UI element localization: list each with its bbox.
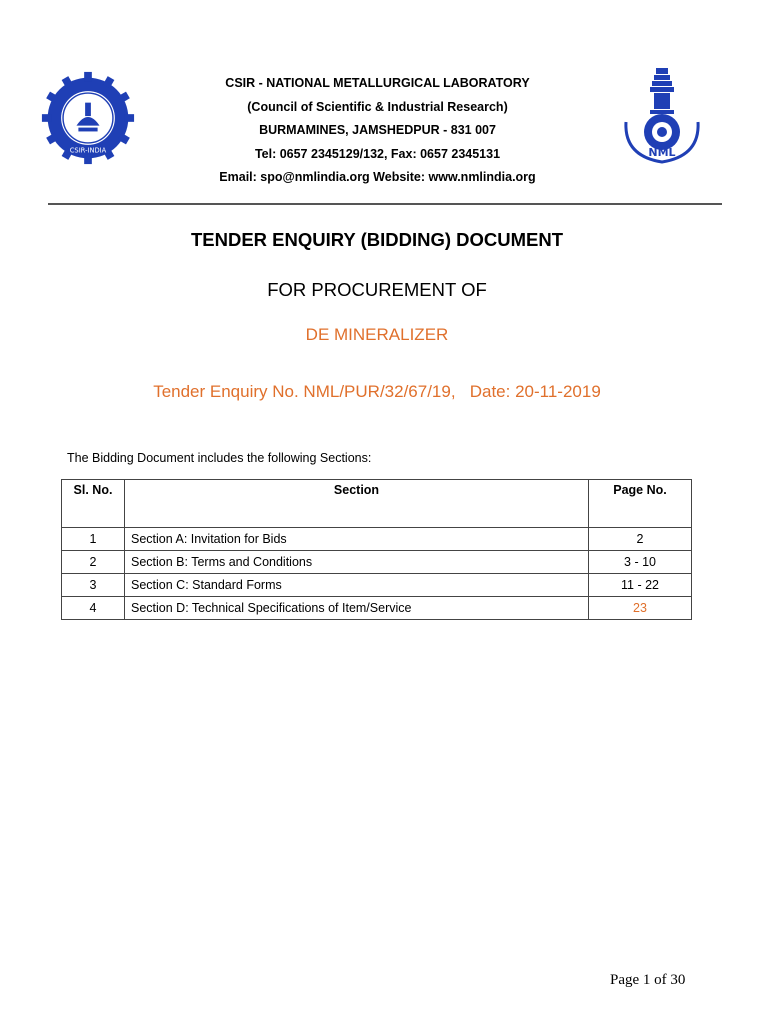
letterhead bbox=[140, 72, 615, 190]
phone-fax: Tel: 0657 2345129/132, Fax: 0657 2345131 bbox=[254, 146, 501, 161]
row-sl-no: 2 bbox=[62, 551, 125, 574]
csir-logo-text: CSIR-INDIA bbox=[69, 146, 107, 155]
row-page-link[interactable]: 23 bbox=[589, 597, 692, 620]
address: BURMAMINES, JAMSHEDPUR - 831 007 bbox=[259, 123, 496, 137]
row-sl-no: 4 bbox=[62, 597, 125, 620]
header-section: Section bbox=[125, 480, 589, 528]
row-sl-no: 3 bbox=[62, 574, 125, 597]
table-row bbox=[62, 528, 692, 551]
parent-org: (Council of Scientific & Industrial Research) bbox=[247, 99, 508, 114]
header-page-no: Page No. bbox=[589, 480, 692, 528]
header-divider bbox=[48, 203, 722, 205]
row-page: 2 bbox=[589, 528, 692, 551]
document-title: TENDER ENQUIRY (BIDDING) DOCUMENT bbox=[190, 229, 564, 250]
row-section: Section A: Invitation for Bids bbox=[125, 528, 589, 551]
row-page: 11 - 22 bbox=[589, 574, 692, 597]
csir-emblem-icon bbox=[40, 70, 136, 166]
row-section: Section B: Terms and Conditions bbox=[125, 551, 589, 574]
table-row bbox=[62, 574, 692, 597]
row-page: 3 - 10 bbox=[589, 551, 692, 574]
nml-emblem-icon bbox=[618, 66, 706, 170]
row-section: Section D: Technical Specifications of Item/Service bbox=[125, 597, 589, 620]
nml-logo-text: NML bbox=[648, 146, 676, 159]
page-number: Page 1 of 30 bbox=[610, 972, 686, 988]
org-name: CSIR - NATIONAL METALLURGICAL LABORATORY bbox=[225, 76, 530, 90]
row-section: Section C: Standard Forms bbox=[125, 574, 589, 597]
table-row bbox=[62, 597, 692, 620]
table-row bbox=[62, 551, 692, 574]
tender-enquiry-line: Tender Enquiry No. NML/PUR/32/67/19, Date: 20-11-2019 bbox=[153, 382, 601, 401]
header-sl-no: Sl. No. bbox=[62, 480, 125, 528]
sections-table bbox=[61, 479, 692, 620]
row-sl-no: 1 bbox=[62, 528, 125, 551]
document-subtitle: FOR PROCUREMENT OF bbox=[267, 279, 487, 300]
procurement-item: DE MINERALIZER bbox=[305, 325, 449, 344]
table-header-row bbox=[62, 480, 692, 528]
sections-intro: The Bidding Document includes the following Sections: bbox=[67, 451, 372, 465]
email-website: Email: spo@nmlindia.org Website: www.nmlindia.org bbox=[219, 170, 536, 184]
